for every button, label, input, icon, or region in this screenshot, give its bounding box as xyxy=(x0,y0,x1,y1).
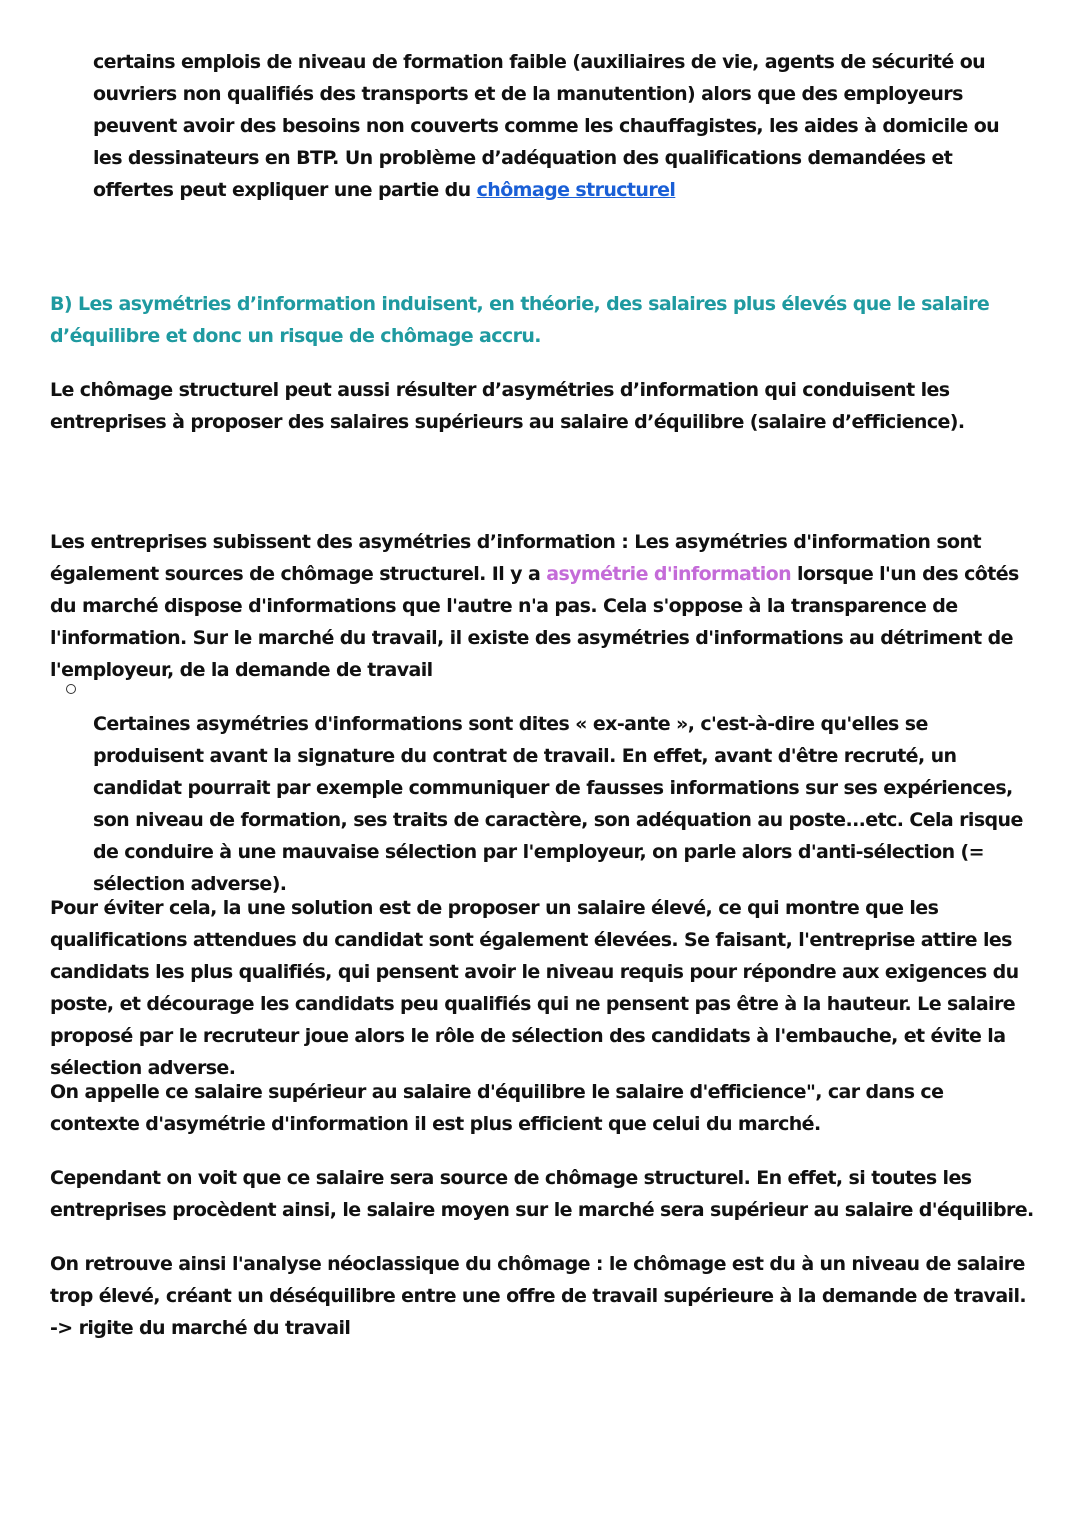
bullet-item-ex-ante: Certaines asymétries d'informations sont dites « ex-ante », c'est-à-dire qu'elles se produisent avant la signature du contrat de travail. En effet, avant d'être recruté, un candidat pourrait par exemple communiquer de fausses informations sur ses expériences, son niveau de formation, ses traits de caractère, son adéquation au poste...etc. Cela risque de conduire à une mauvaise sélection par l'employeur, on parle alors d'anti-sélection (= sélection adverse). xyxy=(93,713,1023,895)
section-heading-b: B) Les asymétries d’information induisent, en théorie, des salaires plus élevés que le salaire d’équilibre et donc un risque de chômage accru. xyxy=(50,293,990,347)
paragraph-qualification-mismatch xyxy=(93,46,1033,206)
paragraph-structural-unemployment: Le chômage structurel peut aussi résulter d’asymétries d’information qui conduisent les entreprises à proposer des salaires supérieurs au salaire d’équilibre (salaire d’efficience). xyxy=(50,379,965,433)
highlight-asymetrie-information: asymétrie d'information xyxy=(546,563,792,585)
paragraph-source-of-unemployment: Cependant on voit que ce salaire sera source de chômage structurel. En effet, si toutes les entreprises procèdent ainsi, le salaire moyen sur le marché sera supérieur au salaire d'équilibre. xyxy=(50,1167,1034,1221)
paragraph-efficiency-wage: On appelle ce salaire supérieur au salaire d'équilibre le salaire d'efficience", car dans ce contexte d'asymétrie d'information il est plus efficient que celui du marché. xyxy=(50,1081,944,1135)
hollow-bullet-icon xyxy=(66,684,76,694)
link-chomage-structurel[interactable]: chômage structurel xyxy=(476,179,676,201)
paragraph-text-after: lorsque l'un des côtés du marché dispose d'informations que l'autre n'a pas. Cela s'oppose à la transparence de l'information. Sur le marché du travail, il existe des asymétries d'informations au détriment de l'employeur, de la demande de travail xyxy=(50,563,1019,681)
paragraph-high-wage-solution: Pour éviter cela, la une solution est de proposer un salaire élevé, ce qui montre que les qualifications attendues du candidat sont également élevées. Se faisant, l'entreprise attire les candidats les plus qualifiés, qui pensent avoir le niveau requis pour répondre aux exigences du poste, et décourage les candidats peu qualifiés qui ne pensent pas être à la hauteur. Le salaire proposé par le recruteur joue alors le rôle de sélection des candidats à l'embauche, et évite la sélection adverse. xyxy=(50,897,1019,1079)
paragraph-neoclassical-analysis: On retrouve ainsi l'analyse néoclassique du chômage : le chômage est du à un niveau de salaire trop élevé, créant un déséquilibre entre une offre de travail supérieure à la demande de travail. -> rigite du marché du travail xyxy=(50,1253,1026,1339)
paragraph-information-asymmetry xyxy=(50,526,1035,686)
paragraph-text-before: Les entreprises subissent des asymétries d’information : Les asymétries d'information sont également sources de chômage structurel. Il y a xyxy=(50,531,981,585)
paragraph-text: certains emplois de niveau de formation faible (auxiliaires de vie, agents de sécurité ou ouvriers non qualifiés des transports et de la manutention) alors que des employeurs peuvent avoir des besoins non couverts comme les chauffagistes, les aides à domicile ou les dessinateurs en BTP. Un problème d’adéquation des qualifications demandées et offertes peut expliquer une partie du xyxy=(93,51,1000,201)
